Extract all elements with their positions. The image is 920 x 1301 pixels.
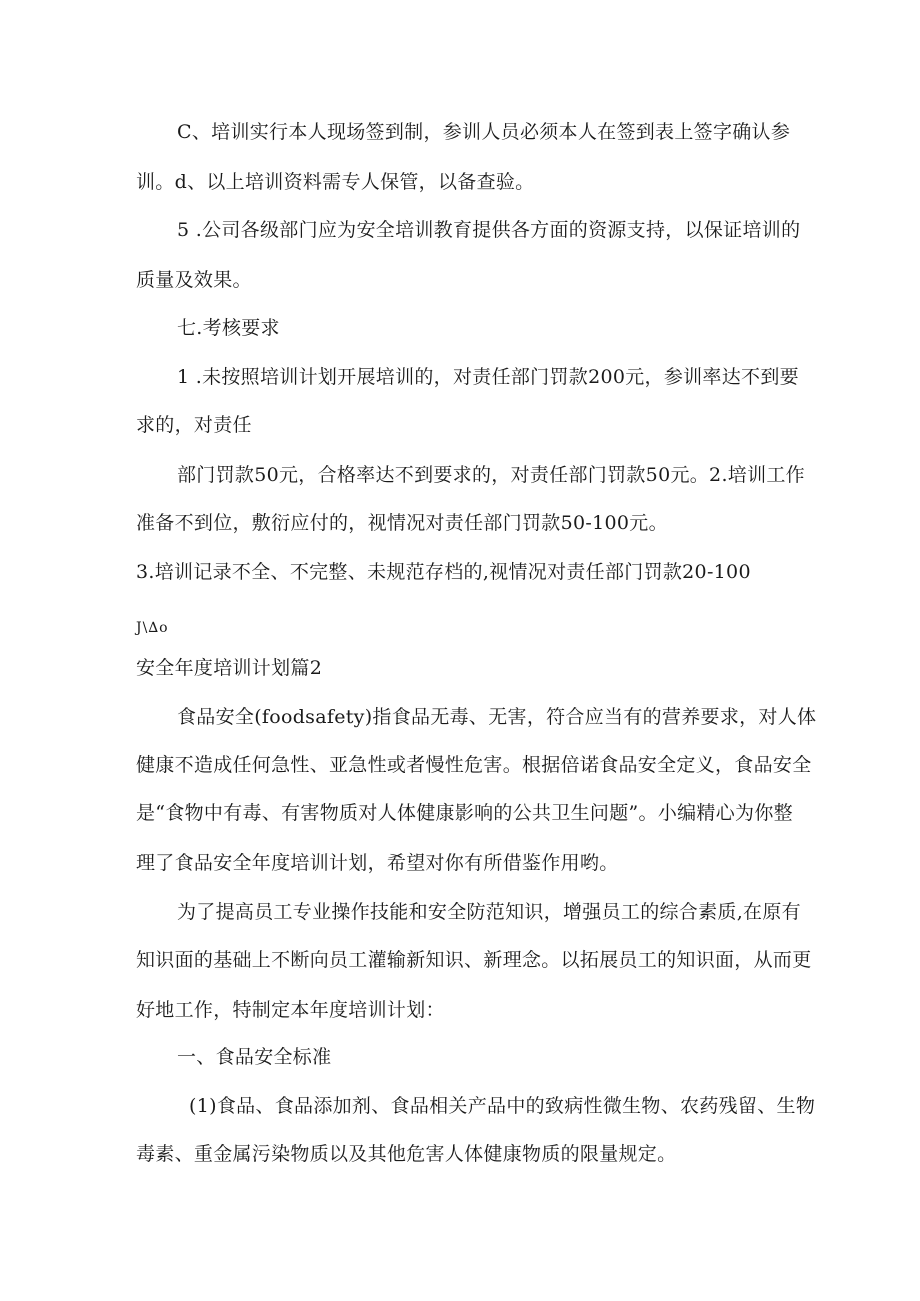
paragraph-line: 知识面的基础上不断向员工灌输新知识、新理念。以拓展员工的知识面，从而更 <box>136 949 812 971</box>
paragraph-line: 准备不到位，敷衍应付的，视情况对责任部门罚款50-100元。 <box>136 512 668 534</box>
paragraph-line: 1 .未按照培训计划开展培训的，对责任部门罚款200元，参训率达不到要 <box>177 366 799 388</box>
paragraph-line: 是“食物中有毒、有害物质对人体健康影响的公共卫生问题”。小编精心为你整 <box>136 802 793 824</box>
section-heading: 一、食品安全标准 <box>177 1046 332 1068</box>
paragraph-line: 3.培训记录不全、不完整、未规范存档的,视情况对责任部门罚款20-100 <box>136 561 751 583</box>
paragraph-line: 为了提高员工专业操作技能和安全防范知识，增强员工的综合素质,在原有 <box>177 901 801 923</box>
paragraph-line: 部门罚款50元，合格率达不到要求的，对责任部门罚款50元。2.培训工作 <box>177 464 805 486</box>
paragraph-line: 5 .公司各级部门应为安全培训教育提供各方面的资源支持，以保证培训的 <box>177 219 801 241</box>
paragraph-line: 毒素、重金属污染物质以及其他危害人体健康物质的限量规定。 <box>136 1143 677 1165</box>
paragraph-line: 食品安全(foodsafety)指食品无毒、无害，符合应当有的营养要求，对人体 <box>177 706 817 728</box>
paragraph-line: (1)食品、食品添加剂、食品相关产品中的致病性微生物、农药残留、生物 <box>189 1095 816 1117</box>
paragraph-line: 质量及效果。 <box>136 269 252 291</box>
paragraph-line: 健康不造成任何急性、亚急性或者慢性危害。根据倍诺食品安全定义，食品安全 <box>136 754 812 776</box>
paragraph-line: 求的，对责任 <box>136 414 252 436</box>
paragraph-line: C、培训实行本人现场签到制，参训人员必须本人在签到表上签字确认参 <box>177 121 791 143</box>
paragraph-line: 训。d、以上培训资料需专人保管，以备查验。 <box>136 171 535 193</box>
paragraph-line: 理了食品安全年度培训计划，希望对你有所借鉴作用哟。 <box>136 852 619 874</box>
section-heading: 七.考核要求 <box>177 317 280 339</box>
paragraph-line: J\∆o <box>136 620 169 636</box>
paragraph-line: 好地工作，特制定本年度培训计划： <box>136 999 445 1021</box>
section-title: 安全年度培训计划篇2 <box>136 657 323 679</box>
